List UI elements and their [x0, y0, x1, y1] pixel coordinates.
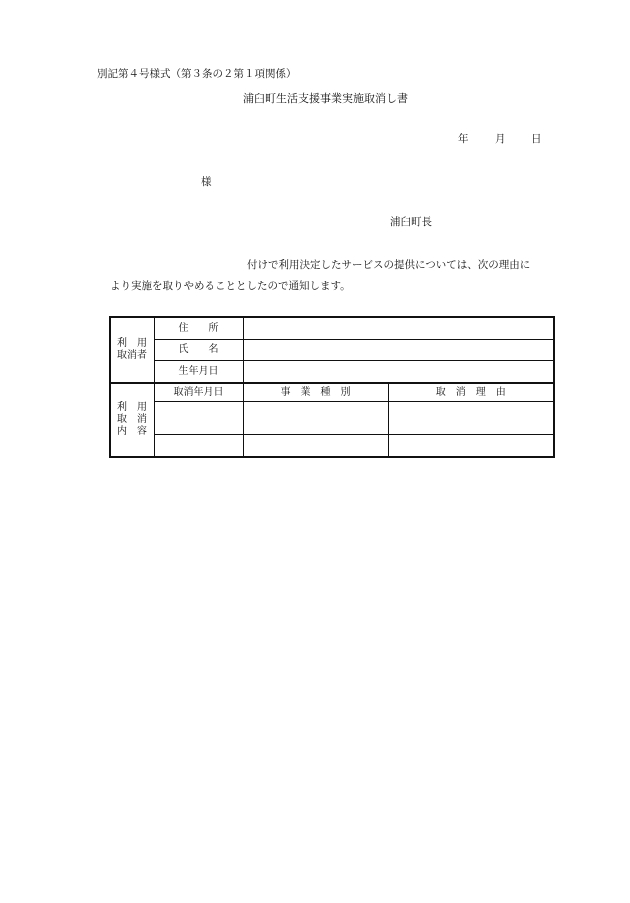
cancel-date-header: 取消年月日 — [154, 383, 243, 402]
name-field[interactable] — [243, 340, 554, 361]
birthdate-label: 生年月日 — [154, 361, 243, 384]
birthdate-field[interactable] — [243, 361, 554, 384]
canceller-group-label — [110, 317, 154, 383]
cancel-reason-cell[interactable] — [388, 435, 554, 458]
content-group-line-3: 内 容 — [117, 426, 147, 437]
table-row — [110, 402, 554, 435]
document-title: 浦臼町生活支援事業実施取消し書 — [243, 92, 408, 105]
table-row — [110, 361, 554, 384]
content-group-line-1: 利 用 — [117, 402, 147, 413]
content-group-line-2: 取 消 — [117, 414, 147, 425]
cancel-date-cell[interactable] — [154, 402, 243, 435]
recipient-honorific: 様 — [201, 176, 212, 188]
cancel-date-cell[interactable] — [154, 435, 243, 458]
address-field[interactable] — [243, 317, 554, 340]
content-group-label — [110, 383, 154, 457]
form-reference: 別記第４号様式（第３条の２第１項関係） — [97, 68, 297, 80]
business-type-cell[interactable] — [243, 435, 388, 458]
date-year-label: 年 — [458, 133, 469, 145]
issuer-name: 浦臼町長 — [390, 216, 432, 228]
body-text-line-1: 付けで利用決定したサービスの提供については、次の理由に — [247, 259, 531, 271]
body-text-line-2: より実施を取りやめることとしたので通知します。 — [110, 280, 351, 292]
cancel-reason-cell[interactable] — [388, 402, 554, 435]
cancellation-table — [109, 316, 555, 458]
business-type-header: 事 業 種 別 — [243, 383, 388, 402]
business-type-cell[interactable] — [243, 402, 388, 435]
cancel-reason-header: 取 消 理 由 — [388, 383, 554, 402]
date-day-label: 日 — [531, 133, 542, 145]
date-month-label: 月 — [495, 133, 506, 145]
address-label: 住 所 — [154, 317, 243, 340]
table-row — [110, 317, 554, 340]
table-row — [110, 340, 554, 361]
canceller-group-line-2: 取消者 — [117, 350, 147, 361]
table-row — [110, 383, 554, 402]
table-row — [110, 435, 554, 458]
canceller-group-line-1: 利 用 — [117, 338, 147, 349]
name-label: 氏 名 — [154, 340, 243, 361]
